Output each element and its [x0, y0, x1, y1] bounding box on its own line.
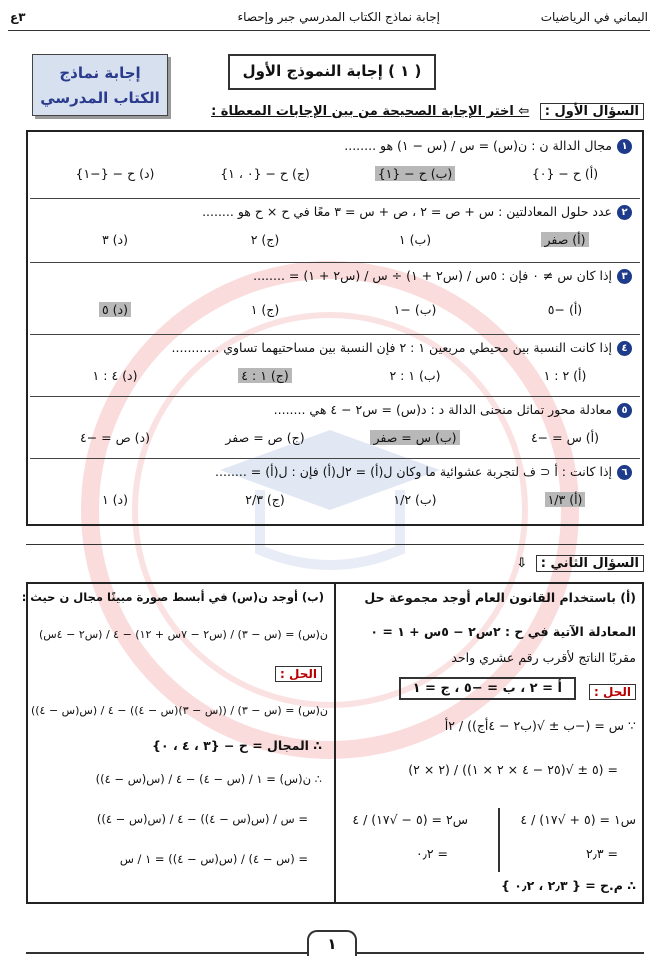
down-arrow-icon: ⇩: [516, 556, 528, 571]
item-text-4: إذا كانت النسبة بين محيطي مربعين ١ : ٢ فإن النسبة بين مساحتيهما تساوي ............: [171, 340, 612, 355]
option-b-3: (ب) −١: [393, 302, 437, 317]
header-center: إجابة نماذج الكتاب المدرسي جبر وإحصاء: [237, 10, 440, 24]
q1-item-2: [30, 198, 640, 263]
item-text-1: مجال الدالة ن : ن(س) = س / (س − ١) هو ........: [344, 138, 612, 153]
q2b-step3: = س / (س(س − ٤)) − ٤ / (س(س − ٤)): [96, 812, 308, 826]
option-c-3: (ج) ١: [250, 302, 280, 317]
q1-label: [211, 104, 644, 119]
option-b-2: (ب) ١: [398, 232, 432, 247]
q2-column-divider: [334, 582, 336, 904]
option-b-4: (ب) ١ : ٢: [389, 368, 441, 383]
book-logo: [32, 54, 168, 116]
page-number: ١: [307, 930, 357, 956]
option-d-2: (د) ٣: [101, 232, 128, 247]
option-a-4: (أ) ٢ : ١: [543, 368, 587, 383]
option-c-5: (ج) ص = صفر: [225, 430, 305, 445]
header-grade: ٣ع: [10, 10, 26, 24]
q2a-solution-label: الحل :: [589, 684, 636, 700]
q2a-line2: المعادلة الآتية في ح : ٢س٢ − ٥س + ١ = ٠: [370, 624, 636, 639]
item-text-3: إذا كان س ≠ ٠ فإن : ٥س / (س٢ + ١) ÷ س / (س٢ + ١) = ........: [253, 268, 612, 283]
q1-item-6: [30, 458, 640, 524]
option-c-1: (ج) ح − {٠ ، ١}: [220, 166, 310, 181]
roots-divider: [498, 808, 500, 872]
page-header: [8, 4, 650, 31]
q2b-step2: ∴ ن(س) = ١ / (س − ٤) − ٤ / (س(س − ٤)): [95, 772, 322, 786]
q2b-step1: ن(س) = (س − ٣) / ((س − ٣)(س − ٤)) − ٤ / (س(س − ٤)): [30, 704, 328, 717]
option-c-4-marked: (ج) ١ : ٤: [238, 368, 291, 383]
option-d-4: (د) ٤ : ١: [92, 368, 138, 383]
option-a-5: (أ) س = −٤: [530, 430, 600, 445]
option-c-6: (ج) ٢/٣: [245, 492, 285, 507]
header-right: اليماني في الرياضيات: [540, 10, 648, 24]
q2a-root2-value: = ٠٫٢: [416, 846, 448, 861]
q1-item-3: [30, 262, 640, 335]
logo-line2: الكتاب المدرسي: [40, 89, 160, 107]
option-a-6-marked: (أ) ١/٣: [545, 492, 586, 507]
item-number-6: ٦: [617, 465, 632, 480]
option-a-3: (أ) −٥: [547, 302, 583, 317]
q1-item-4: [30, 334, 640, 397]
section-divider: [26, 544, 644, 545]
logo-line1: إجابة نماذج: [59, 64, 141, 82]
q2a-step1: ∵ س = (−ب ± √(ب٢ − ٤أج)) / ٢أ: [444, 718, 636, 733]
q2-label: [516, 556, 644, 571]
q2a-coefficients: أ = ٢ ، ب = −٥ ، ج = ١: [399, 677, 576, 700]
option-a-2-marked: (أ) صفر: [541, 232, 588, 247]
q1-label-text: السؤال الأول :: [540, 103, 644, 120]
item-text-2: عدد حلول المعادلتين : س + ص = ٢ ، ص + س = ٣ معًا في ح × ح هو ........: [202, 204, 612, 219]
item-number-4: ٤: [617, 341, 632, 356]
q1-item-1: [30, 132, 640, 199]
option-d-5: (د) ص = −٤: [79, 430, 151, 445]
item-number-1: ١: [617, 139, 632, 154]
q2a-root1-value: = ٢٫٣: [586, 846, 618, 861]
q2b-function: ن(س) = (س − ٣) / (س٢ − ٧س + ١٢) − ٤ / (س٢ − ٤س): [38, 628, 328, 641]
q2b-line1: (ب) أوجد ن(س) في أبسط صورة مبينًا مجال ن حيث :: [21, 590, 324, 604]
q2a-line1: (أ) باستخدام القانون العام أوجد مجموعة حل: [364, 590, 636, 605]
item-number-2: ٢: [617, 205, 632, 220]
item-text-6: إذا كانت : أ ⊂ ف لتجربة عشوائية ما وكان ل(أ) = ٢ل(أ) فإن : ل(أ) = ........: [215, 464, 612, 479]
q1-frame: [26, 130, 644, 526]
item-number-3: ٣: [617, 269, 632, 284]
q2a-step2: = (٥ ± √(٢٥ − ٤ × ٢ × ١)) / (٢ × ٢): [408, 762, 618, 777]
q2a-root2: س٢ = (٥ − √١٧) / ٤: [352, 812, 468, 827]
option-b-1-marked: (ب) ح − {١}: [375, 166, 456, 181]
q1-item-5: [30, 396, 640, 459]
q2b-step4: = (س − ٤) / (س(س − ٤)) = ١ / س: [119, 852, 308, 866]
item-text-5: معادلة محور تماثل منحنى الدالة د : د(س) = س٢ − ٤ هي ........: [273, 402, 612, 417]
option-c-2: (ج) ٢: [250, 232, 280, 247]
option-b-5-marked: (ب) س = صفر: [370, 430, 459, 445]
item-number-5: ٥: [617, 403, 632, 418]
q2b-solution-label: الحل :: [275, 666, 322, 682]
q2a-solution-set: ∴ م.ح = { ٢٫٣ ، ٠٫٢ }: [501, 878, 636, 893]
option-d-1: (د) ح − {−١}: [75, 166, 155, 181]
option-d-3-marked: (د) ٥: [99, 302, 131, 317]
q2a-line3: مقربًا الناتج لأقرب رقم عشري واحد: [451, 650, 636, 665]
option-b-6: (ب) ١/٢: [393, 492, 437, 507]
option-a-1: (أ) ح − {٠}: [531, 166, 599, 181]
q1-instruction: ⇦ اختر الإجابة الصحيحة من بين الإجابات المعطاة :: [211, 104, 530, 119]
option-d-6: (د) ١: [101, 492, 128, 507]
q2-label-text: السؤال الثاني :: [536, 555, 644, 572]
model-title: ( ١ ) إجابة النموذج الأول: [228, 54, 436, 90]
q2a-root1: س١ = (٥ + √١٧) / ٤: [520, 812, 636, 827]
q2b-domain: ∴ المجال = ح − {٣ ، ٤ ، ٠}: [152, 738, 322, 753]
